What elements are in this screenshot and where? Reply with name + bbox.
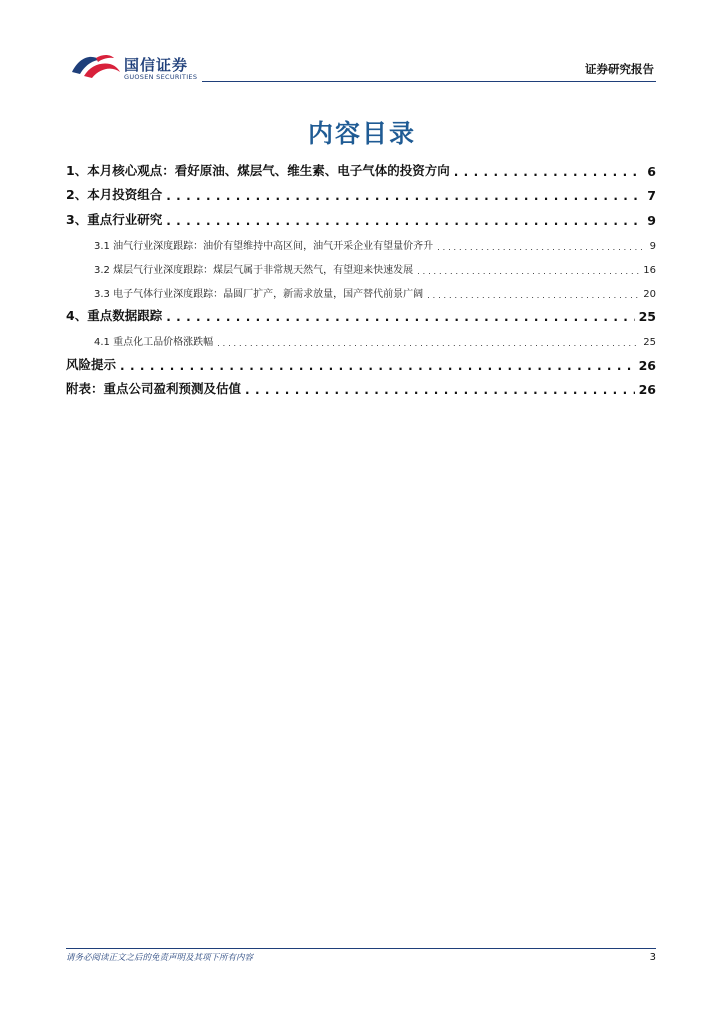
toc-entry[interactable] [66, 203, 656, 228]
footer-divider [66, 948, 656, 949]
toc-leader-dots [245, 383, 635, 397]
toc-leader-dots [120, 359, 635, 373]
toc-entry-label: 3.2 煤层气行业深度跟踪：煤层气属于非常规天然气，有望迎来快速发展 [94, 264, 414, 276]
toc-leader-dots [417, 267, 639, 276]
toc-entry-page: 20 [643, 288, 656, 300]
page-header [66, 48, 656, 88]
toc-entry-page: 6 [647, 163, 656, 179]
toc-leader-dots [166, 189, 643, 203]
toc-title: 内容目录 [307, 119, 416, 148]
table-of-contents [66, 154, 656, 397]
guosen-logo [66, 48, 216, 84]
toc-leader-dots [217, 339, 639, 348]
toc-entry-page: 26 [638, 357, 656, 373]
toc-entry[interactable] [66, 154, 656, 179]
toc-subentry[interactable] [66, 276, 656, 300]
toc-entry-label: 2、本月投资组合 [66, 187, 163, 202]
toc-entry[interactable] [66, 300, 656, 325]
toc-entry-label: 4.1 重点化工品价格涨跌幅 [94, 337, 214, 348]
toc-entry-label: 1、本月核心观点：看好原油、煤层气、维生素、电子气体的投资方向 [66, 162, 450, 178]
toc-entry-page: 26 [638, 382, 656, 397]
toc-entry[interactable] [66, 179, 656, 204]
toc-entry-page: 9 [649, 240, 656, 252]
toc-leader-dots [427, 291, 639, 300]
toc-entry[interactable] [66, 373, 656, 398]
toc-entry-label: 4、重点数据跟踪 [66, 308, 163, 323]
toc-leader-dots [166, 214, 643, 228]
toc-entry-label: 附表：重点公司盈利预测及估值 [66, 381, 242, 396]
toc-subentry[interactable] [66, 324, 656, 348]
toc-entry-page: 25 [643, 337, 656, 348]
toc-leader-dots [166, 310, 634, 324]
toc-entry-label: 风险提示 [66, 356, 117, 372]
toc-entry-page: 25 [638, 309, 656, 324]
toc-subentry[interactable] [66, 252, 656, 276]
header-divider [202, 81, 656, 82]
toc-entry-label: 3.3 电子气体行业深度跟踪：晶圆厂扩产，新需求放量，国产替代前景广阔 [94, 288, 424, 300]
toc-entry-page: 7 [647, 188, 656, 203]
toc-entry-label: 3.1 油气行业深度跟踪：油价有望维持中高区间，油气开采企业有望量价齐升 [94, 240, 434, 252]
toc-subentry[interactable] [66, 228, 656, 252]
toc-leader-dots [437, 243, 646, 252]
logo-english-name: GUOSEN SECURITIES [124, 73, 198, 81]
toc-entry-page: 16 [643, 264, 656, 276]
toc-entry-page: 9 [647, 212, 656, 228]
toc-entry-label: 3、重点行业研究 [66, 211, 163, 227]
guosen-logo-icon [70, 52, 122, 80]
page-number: 3 [649, 952, 656, 963]
report-type-label: 证券研究报告 [585, 62, 654, 76]
toc-entry[interactable] [66, 348, 656, 373]
logo-chinese-name: 国信证券 [124, 56, 189, 74]
toc-leader-dots [454, 165, 644, 179]
footer-disclaimer: 请务必阅读正文之后的免责声明及其项下所有内容 [66, 953, 254, 963]
